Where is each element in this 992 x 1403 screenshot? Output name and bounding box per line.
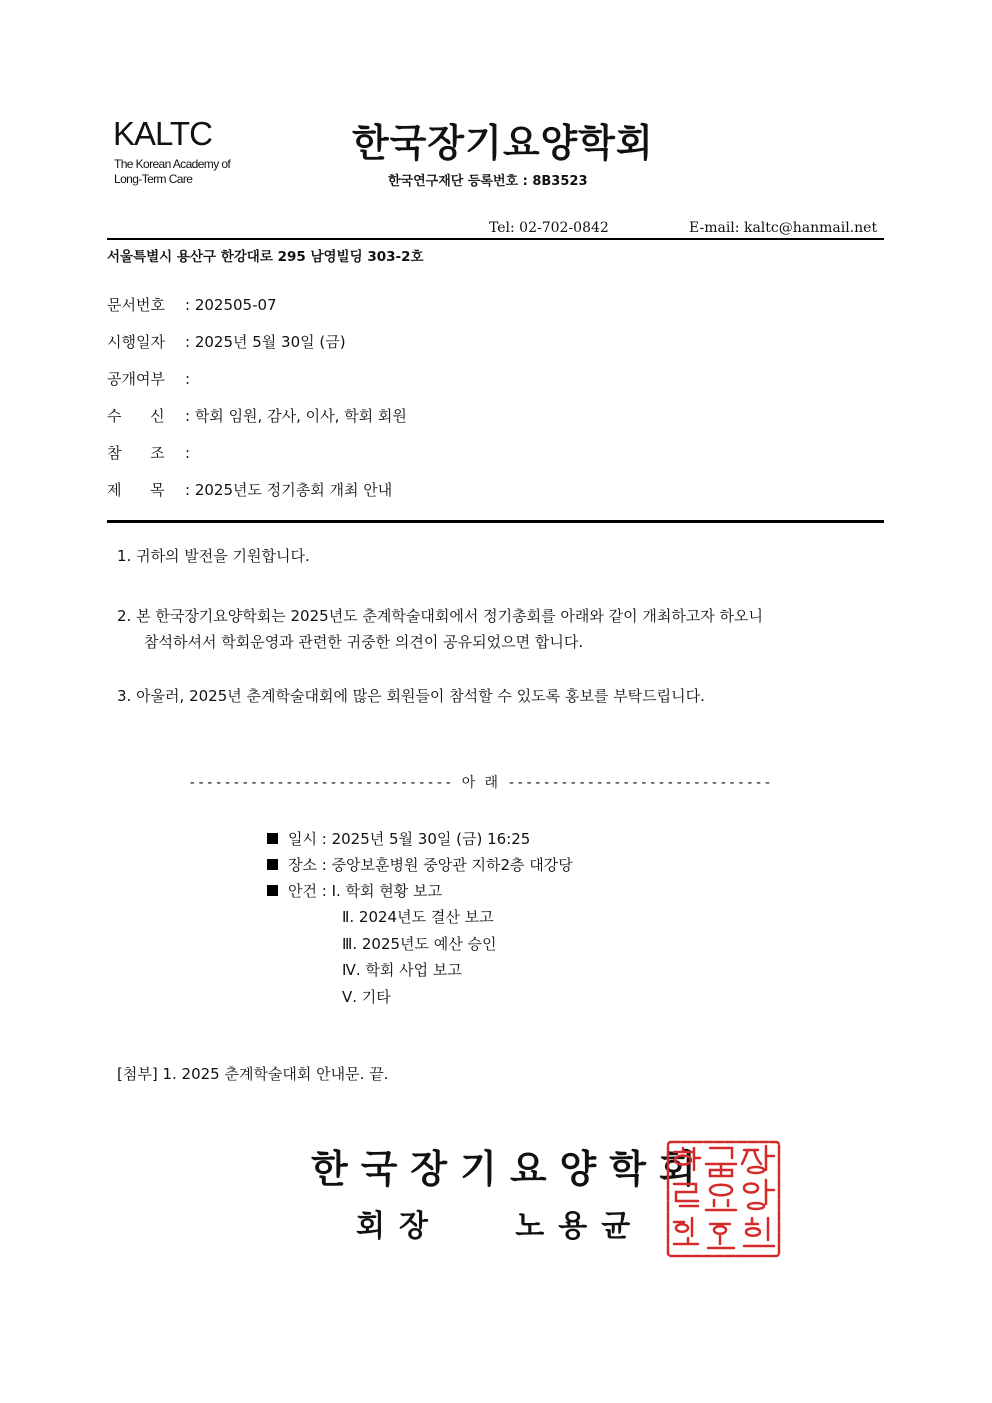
meta-date: [107, 331, 346, 352]
section-divider: ------------------------------ 아 래 ------------------------------: [188, 775, 773, 791]
meta-reference-value: :: [185, 444, 191, 462]
meta-recipient: [107, 405, 407, 426]
agenda-item: Ⅳ. 학회 사업 보고: [342, 961, 462, 979]
bullet-square-icon: [267, 833, 278, 844]
detail-place: [267, 854, 573, 875]
header-rule: [107, 238, 884, 240]
meta-subject-value: : 2025년도 정기총회 개최 안내: [185, 481, 393, 499]
address: 서울특별시 용산구 한강대로 295 남영빌딩 303-2호: [107, 249, 424, 265]
meta-subject-label: 제 목: [107, 481, 165, 499]
paragraph-2-line1: 2. 본 한국장기요양학회는 2025년도 춘계학술대회에서 정기총회를 아래와 같이 개최하고자 하오니: [117, 607, 764, 625]
meta-doc-number-label: 문서번호: [107, 296, 165, 314]
meta-date-value: : 2025년 5월 30일 (금): [185, 333, 346, 351]
meta-subject: [107, 479, 392, 500]
contact-tel: Tel: 02-702-0842: [489, 220, 609, 236]
meta-recipient-value: : 학회 임원, 감사, 이사, 학회 회원: [185, 407, 407, 425]
detail-agenda: [267, 880, 442, 901]
detail-date: [267, 828, 530, 849]
meta-reference: [107, 442, 190, 463]
agenda-item: Ⅱ. 2024년도 결산 보고: [342, 908, 494, 926]
paragraph-2-line2: 참석하셔서 학회운영과 관련한 귀중한 의견이 공유되었으면 합니다.: [144, 633, 584, 651]
meta-recipient-label: 수 신: [107, 407, 165, 425]
detail-agenda-text: 안건 : Ⅰ. 학회 현황 보고: [288, 882, 443, 900]
detail-date-text: 일시 : 2025년 5월 30일 (금) 16:25: [288, 830, 531, 848]
registration-number: 한국연구재단 등록번호 : 8B3523: [388, 174, 588, 189]
logo-subtitle-line1: The Korean Academy of: [114, 157, 231, 171]
logo-subtitle-line2: Long-Term Care: [114, 172, 193, 186]
signature-president: 회장 노용균: [356, 1209, 645, 1244]
bullet-square-icon: [267, 885, 278, 896]
meta-reference-label: 참 조: [107, 444, 165, 462]
bullet-square-icon: [267, 859, 278, 870]
attachment-note: [첨부] 1. 2025 춘계학술대회 안내문. 끝.: [117, 1065, 389, 1083]
detail-place-text: 장소 : 중앙보훈병원 중앙관 지하2층 대강당: [288, 856, 573, 874]
official-seal-icon: [666, 1140, 781, 1258]
meta-doc-number-value: : 202505-07: [185, 296, 277, 314]
meta-public-label: 공개여부: [107, 370, 165, 388]
paragraph-1: 1. 귀하의 발전을 기원합니다.: [117, 547, 310, 565]
paragraph-3: 3. 아울러, 2025년 춘계학술대회에 많은 회원들이 참석할 수 있도록 홍보를 부탁드립니다.: [117, 687, 705, 705]
contact-email: E-mail: kaltc@hanmail.net: [689, 220, 878, 236]
agenda-item: Ⅴ. 기타: [342, 988, 391, 1006]
meta-date-label: 시행일자: [107, 333, 165, 351]
logo-kaltc: KALTC: [113, 115, 212, 152]
meta-public-value: :: [185, 370, 191, 388]
agenda-item: Ⅲ. 2025년도 예산 승인: [342, 935, 497, 953]
meta-public: [107, 368, 190, 389]
org-title: 한국장기요양학회: [352, 121, 654, 165]
meta-rule: [107, 520, 884, 523]
signature-org: 한국장기요양학회: [311, 1146, 709, 1191]
meta-doc-number: [107, 294, 277, 315]
